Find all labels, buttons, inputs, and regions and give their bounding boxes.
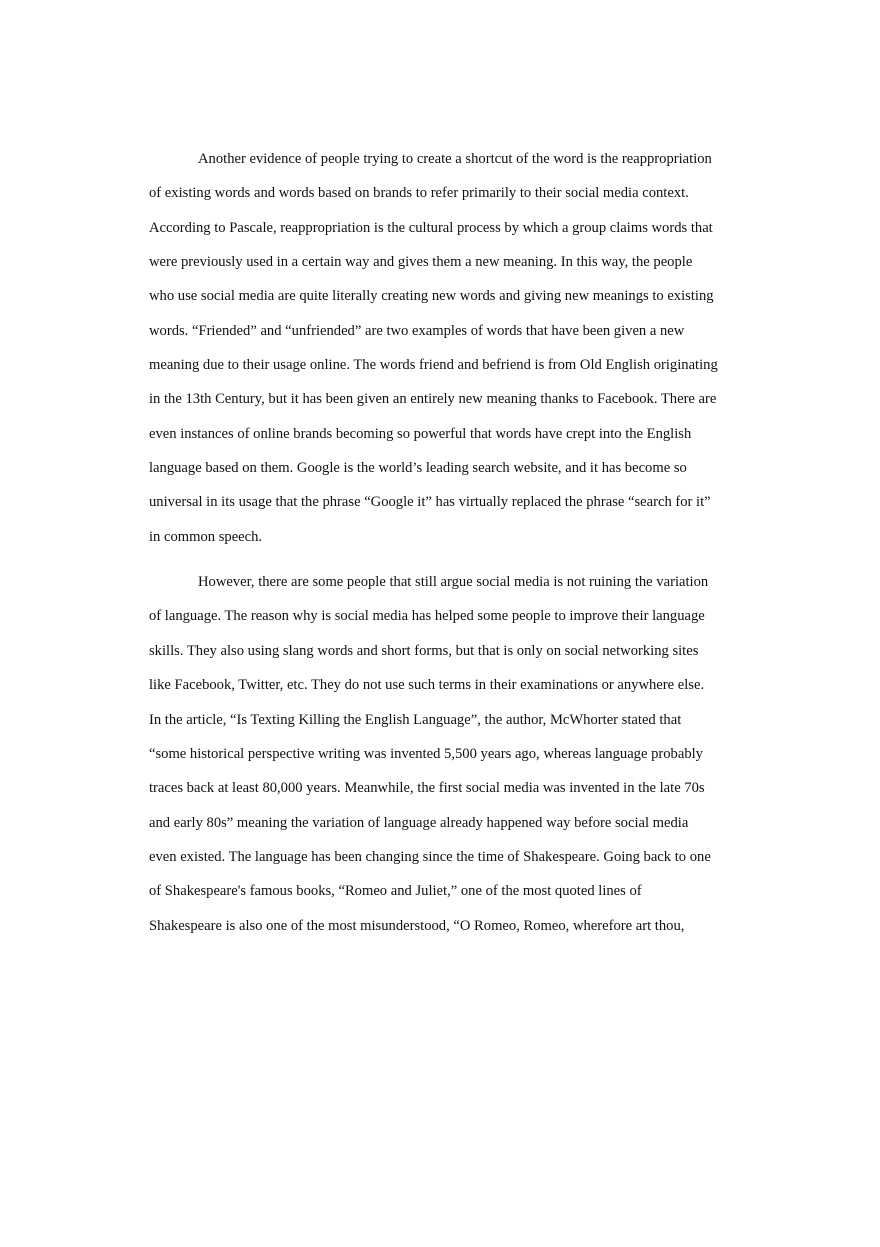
text-line: Shakespeare is also one of the most misunderstood, “O Romeo, Romeo, wherefore art thou, <box>149 917 685 934</box>
text-line: were previously used in a certain way and gives them a new meaning. In this way, the people <box>149 254 693 271</box>
text-line: of language. The reason why is social media has helped some people to improve their language <box>149 608 705 625</box>
text-line: In the article, “Is Texting Killing the English Language”, the author, McWhorter stated that <box>149 711 682 728</box>
text-line: even instances of online brands becoming so powerful that words have crept into the English <box>149 425 692 442</box>
text-line: According to Pascale, reappropriation is the cultural process by which a group claims words that <box>149 219 713 236</box>
text-line: like Facebook, Twitter, etc. They do not use such terms in their examinations or anywhere else. <box>149 677 705 694</box>
text-line: language based on them. Google is the world’s leading search website, and it has become so <box>149 460 687 477</box>
text-line: skills. They also using slang words and short forms, but that is only on social networking sites <box>149 642 699 659</box>
paragraph-1 <box>149 142 739 554</box>
text-line: Another evidence of people trying to create a shortcut of the word is the reappropriation <box>198 151 712 167</box>
text-line: who use social media are quite literally creating new words and giving new meanings to existing <box>149 288 714 305</box>
text-line: in common speech. <box>149 528 263 545</box>
text-line: traces back at least 80,000 years. Meanwhile, the first social media was invented in the late 70s <box>149 780 705 797</box>
text-line: meaning due to their usage online. The words friend and befriend is from Old English originating <box>149 357 718 374</box>
text-line: of Shakespeare's famous books, “Romeo and Juliet,” one of the most quoted lines of <box>149 883 642 900</box>
paragraph-spacer <box>149 554 739 565</box>
text-line: words. “Friended” and “unfriended” are two examples of words that have been given a new <box>149 322 685 339</box>
text-line: even existed. The language has been changing since the time of Shakespeare. Going back to one <box>149 848 711 865</box>
body-text <box>149 142 739 943</box>
paragraph-2 <box>149 565 739 943</box>
text-line: universal in its usage that the phrase “Google it” has virtually replaced the phrase “search for it” <box>149 494 711 511</box>
text-line: in the 13th Century, but it has been given an entirely new meaning thanks to Facebook. There are <box>149 391 717 408</box>
text-line: and early 80s” meaning the variation of language already happened way before social media <box>149 814 689 831</box>
text-line: “some historical perspective writing was invented 5,500 years ago, whereas language probably <box>149 745 703 762</box>
text-line: However, there are some people that still argue social media is not ruining the variation <box>198 574 709 591</box>
text-line: of existing words and words based on brands to refer primarily to their social media context. <box>149 185 689 202</box>
